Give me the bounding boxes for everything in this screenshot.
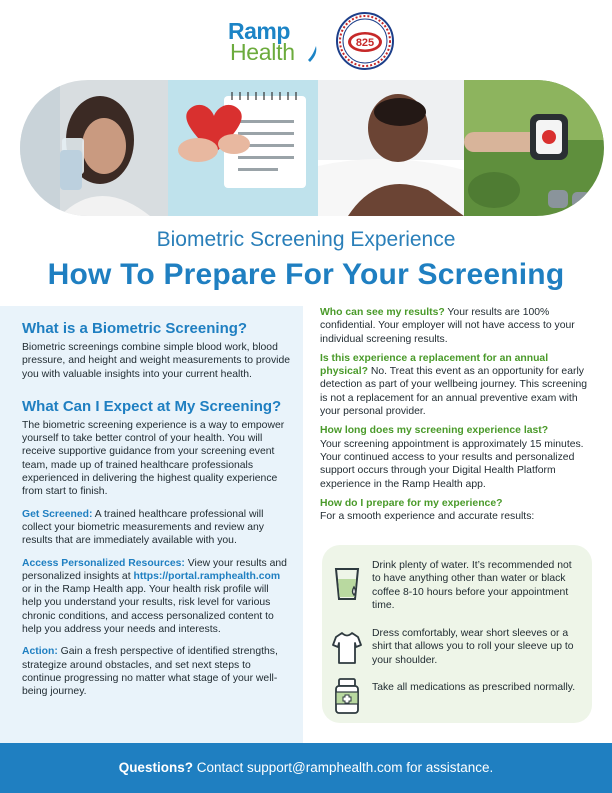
faq-who-can-see xyxy=(320,306,590,346)
action-lead: Action: xyxy=(22,646,58,658)
pill-bottle-icon xyxy=(332,677,362,715)
action-paragraph xyxy=(22,645,290,698)
get-screened-paragraph xyxy=(22,508,290,548)
faq-replacement xyxy=(320,352,590,418)
access-resources-body-start: View your results and personalized insights at xyxy=(22,557,287,582)
water-glass-icon xyxy=(332,565,362,603)
page-title: How To Prepare For Your Screening xyxy=(47,258,565,291)
seal-number: 825 xyxy=(355,37,375,49)
faq-how-long-question: How long does my screening experience last? xyxy=(320,425,549,437)
faq-how-long-answer: Your screening appointment is approximately 15 minutes. Your continued access to your results and personalized support occurs through your Digital Health Platform experience in the Ramp Health app. xyxy=(320,438,584,490)
portal-link[interactable]: https://portal.ramphealth.com xyxy=(133,570,281,582)
smartwatch-grass-photo xyxy=(464,80,604,216)
faq-how-long xyxy=(320,424,590,490)
tip-text-medication: Take all medications as prescribed normally. xyxy=(372,682,576,693)
faq-who-can-see-question: Who can see my results? xyxy=(320,307,445,318)
left-column xyxy=(22,320,290,708)
faq-replacement-answer: No. Treat this event as an opportunity for early detection as part of your wellbeing journey. This screening is not a replacement for an annual preventive exam with your personal provider. xyxy=(320,366,588,418)
preparation-tips-box xyxy=(322,545,592,723)
faq-who-can-see-answer: Your results are 100% confidential. Your employer will not have access to your individual screening results. xyxy=(320,307,575,345)
tip-text-clothing: Dress comfortably, wear short sleeves or a shirt that allows you to roll your sleeve up to your shoulder. xyxy=(372,628,574,666)
section-heading-what-is: What is a Biometric Screening? xyxy=(22,320,248,337)
tshirt-icon xyxy=(332,629,362,667)
access-resources-lead: Access Personalized Resources: xyxy=(22,557,185,569)
faq-prepare xyxy=(320,497,590,524)
get-screened-body: A trained healthcare professional will collect your biometric measurements and review any results that are immediately available with you. xyxy=(22,508,264,547)
woman-drinking-water-photo xyxy=(20,80,168,216)
tip-text-water: Drink plenty of water. It’s recommended not to have anything other than water or black coffee 8-10 hours before your appointment time. xyxy=(372,560,572,611)
access-resources-paragraph xyxy=(22,557,290,637)
heart-calendar-photo xyxy=(168,80,318,216)
section-body-what-is: Biometric screenings combine simple blood work, blood pressure, and height and weight measurements to provide you with valuable insights into your current health. xyxy=(22,342,291,380)
ramp-health-logo xyxy=(228,18,320,64)
faq-prepare-answer: For a smooth experience and accurate results: xyxy=(320,511,535,523)
footer-lead: Questions? xyxy=(118,760,193,775)
footer-bar xyxy=(0,743,612,793)
photo-strip xyxy=(20,80,604,216)
get-screened-lead: Get Screened: xyxy=(22,508,93,520)
faq-replacement-question: Is this experience a replacement for an annual physical? xyxy=(320,352,549,378)
union-seal-logo xyxy=(336,12,394,70)
section-body-what-to-expect: The biometric screening experience is a way to empower yourself to take better control of your health. You will receive supportive guidance from your screening event team, made up of trained healthcare professionals experienced in delivering the highest quality experience from start to finish. xyxy=(22,419,285,498)
action-body: Gain a fresh perspective of identified strengths, strategize around obstacles, and set next steps to continue progressing no matter what stage of your well-being journey. xyxy=(22,646,278,698)
logo-swoosh-icon xyxy=(308,46,318,62)
man-sleeping-photo xyxy=(318,80,464,216)
logo-word-ramp: Ramp xyxy=(228,18,290,44)
section-heading-what-to-expect: What Can I Expect at My Screening? xyxy=(22,397,282,415)
page-subtitle: Biometric Screening Experience xyxy=(156,228,456,251)
access-resources-body-end: or in the Ramp Health app. Your health risk profile will help you understand your results, risk level for various chronic conditions, and access personalized content to help you address your needs and interests. xyxy=(22,584,274,636)
right-column xyxy=(320,306,590,529)
footer-contact-text[interactable]: Contact support@ramphealth.com for assistance. xyxy=(192,760,494,775)
logo-word-health: Health xyxy=(230,39,295,65)
faq-prepare-question: How do I prepare for my experience? xyxy=(320,497,503,509)
